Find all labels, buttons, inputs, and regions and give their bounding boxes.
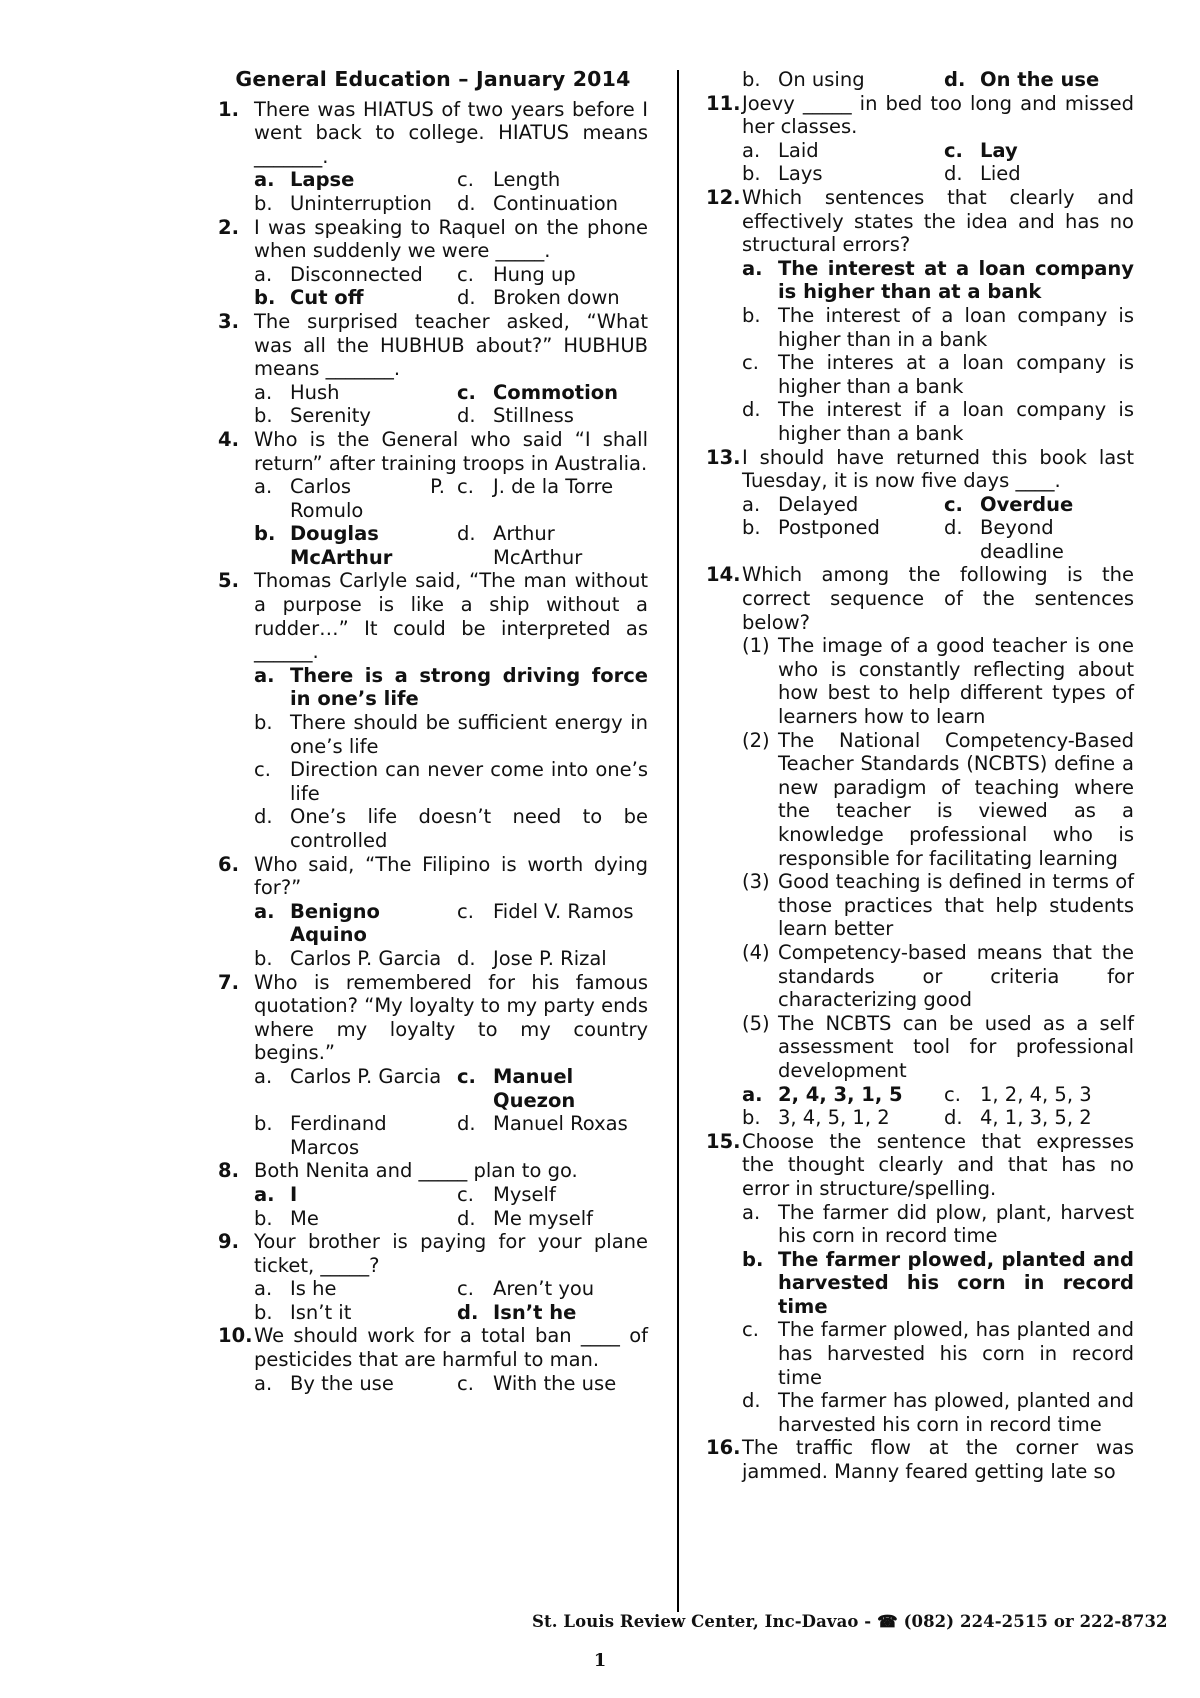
option-letter: a. xyxy=(742,138,761,162)
answer-options xyxy=(218,1277,648,1324)
option-text: Hung up xyxy=(493,262,576,286)
option-letter: (1) xyxy=(742,634,770,658)
option-text: Lapse xyxy=(290,168,355,192)
answer-option xyxy=(457,286,648,310)
question-stem xyxy=(218,1324,648,1371)
answer-option xyxy=(254,711,648,758)
option-text: The farmer plowed, planted and harvested his corn in record time xyxy=(778,1247,1134,1318)
question-text: Who is the General who said “I shall return” after training troops in Australia. xyxy=(254,427,648,475)
answer-option xyxy=(254,1372,445,1396)
option-text: The interest of a loan company is higher than in a bank xyxy=(778,303,1134,351)
answer-option xyxy=(944,139,1134,163)
option-letter: a. xyxy=(742,492,761,516)
left-question-list xyxy=(218,98,648,1396)
option-letter: d. xyxy=(254,805,273,829)
answer-option xyxy=(457,168,648,192)
question-number: 3. xyxy=(218,309,239,333)
option-letter: c. xyxy=(944,1082,961,1106)
question-text: Your brother is paying for your plane ticket, _____? xyxy=(254,1230,648,1277)
question-text: Who is remembered for his famous quotation? “My loyalty to my party ends where my loyalty to my country begins.” xyxy=(254,970,648,1065)
option-letter: a. xyxy=(254,1277,273,1301)
option-letter: b. xyxy=(742,68,761,91)
answer-options xyxy=(706,1201,1134,1437)
question-item xyxy=(218,98,648,216)
answer-option xyxy=(457,1065,648,1112)
option-text: Continuation xyxy=(493,191,618,215)
answer-option xyxy=(742,351,1134,398)
option-text: Disconnected xyxy=(290,262,423,286)
question-item xyxy=(218,853,648,971)
option-letter: d. xyxy=(944,1106,963,1130)
answer-option xyxy=(742,493,932,517)
option-text: Douglas McArthur xyxy=(290,522,393,569)
question-item xyxy=(706,563,1134,1129)
option-letter: c. xyxy=(457,899,474,923)
answer-options xyxy=(218,1183,648,1230)
option-text: Competency-based means that the standards or criteria for characterizing good xyxy=(778,940,1134,1012)
answer-options xyxy=(218,1372,648,1396)
option-text: Carlos P. Garcia xyxy=(290,946,442,970)
question-text: The traffic flow at the corner was jammed. Manny feared getting late so xyxy=(742,1436,1134,1484)
question-stem xyxy=(706,92,1134,139)
question-number: 14. xyxy=(706,563,741,587)
option-text: 3, 4, 5, 1, 2 xyxy=(778,1106,890,1130)
option-letter: b. xyxy=(742,516,761,540)
option-letter: a. xyxy=(254,899,275,923)
answer-options xyxy=(706,139,1134,186)
answer-option xyxy=(457,263,648,287)
answer-option xyxy=(254,263,445,287)
option-letter: c. xyxy=(944,492,963,516)
option-letter: (5) xyxy=(742,1011,770,1035)
option-letter: d. xyxy=(944,68,966,91)
option-letter: d. xyxy=(457,1112,476,1136)
option-letter: b. xyxy=(254,404,273,428)
option-text: Myself xyxy=(493,1182,556,1206)
answer-option xyxy=(457,522,648,569)
option-text: Lied xyxy=(980,162,1021,186)
page-number: 1 xyxy=(593,1650,607,1671)
option-letter: a. xyxy=(742,1200,761,1224)
column-divider xyxy=(677,70,679,1612)
answer-option xyxy=(742,68,932,92)
option-text: Commotion xyxy=(493,380,619,404)
option-text: Delayed xyxy=(778,492,859,516)
option-text: Postponed xyxy=(778,516,880,540)
question-text: There was HIATUS of two years before I went back to college. HIATUS means _______. xyxy=(254,97,648,168)
option-letter: a. xyxy=(254,1182,275,1206)
option-text: Length xyxy=(493,168,561,192)
option-letter: c. xyxy=(742,351,759,375)
question-item xyxy=(706,92,1134,186)
option-letter: b. xyxy=(742,162,761,186)
question-text: The surprised teacher asked, “What was all the HUBHUB about?” HUBHUB means _______. xyxy=(254,309,648,381)
option-letter: b. xyxy=(742,303,761,327)
option-letter: d. xyxy=(742,398,761,422)
right-column xyxy=(706,68,1134,1484)
option-letter: d. xyxy=(457,1206,476,1230)
answer-option xyxy=(944,162,1134,186)
question-stem xyxy=(218,971,648,1065)
answer-option xyxy=(742,1318,1134,1389)
option-letter: b. xyxy=(254,1206,273,1230)
option-text: Ferdinand Marcos xyxy=(290,1112,387,1159)
answer-options xyxy=(218,168,648,215)
answer-option xyxy=(457,1112,648,1159)
question-text: Which sentences that clearly and effectively states the idea and has no structural errors? xyxy=(742,185,1134,257)
answer-option xyxy=(254,1183,445,1207)
option-letter: b. xyxy=(742,1247,764,1271)
answer-option xyxy=(254,168,445,192)
question-item xyxy=(706,446,1134,564)
answer-options xyxy=(218,381,648,428)
option-text: Direction can never come into one’s life xyxy=(290,758,648,805)
option-letter: c. xyxy=(457,475,474,499)
answer-option xyxy=(254,1112,445,1159)
answer-option xyxy=(254,1065,445,1112)
answer-option xyxy=(742,941,1134,1012)
option-text: 2, 4, 3, 1, 5 xyxy=(778,1082,903,1106)
right-question-list xyxy=(706,92,1134,1484)
option-text: Broken down xyxy=(493,286,620,310)
answer-option xyxy=(457,381,648,405)
question-stem xyxy=(706,1436,1134,1483)
option-text: Lays xyxy=(778,162,823,186)
answer-option xyxy=(742,139,932,163)
answer-option xyxy=(254,381,445,405)
question-item xyxy=(218,216,648,310)
question-stem xyxy=(218,98,648,169)
answer-option xyxy=(254,664,648,711)
option-letter: c. xyxy=(944,138,963,162)
option-text: Aren’t you xyxy=(493,1277,595,1301)
answer-option xyxy=(742,1389,1134,1436)
answer-option xyxy=(742,1248,1134,1319)
option-text: With the use xyxy=(493,1371,617,1395)
option-text: Me myself xyxy=(493,1206,593,1230)
answer-option xyxy=(254,522,445,569)
option-text: One’s life doesn’t need to be controlled xyxy=(290,805,648,852)
answer-option xyxy=(742,1106,932,1130)
left-column xyxy=(218,68,648,1395)
option-text: The interes at a loan company is higher than a bank xyxy=(778,351,1134,398)
option-text: Is he xyxy=(290,1277,337,1301)
option-text: 1, 2, 4, 5, 3 xyxy=(980,1082,1092,1106)
option-letter: c. xyxy=(742,1318,759,1342)
option-letter: c. xyxy=(457,262,474,286)
answer-options xyxy=(706,257,1134,446)
question-stem xyxy=(218,853,648,900)
option-text: Lay xyxy=(980,138,1018,162)
question-number: 5. xyxy=(218,569,239,593)
question-item xyxy=(218,971,648,1160)
option-text: Stillness xyxy=(493,404,574,428)
answer-option xyxy=(742,162,932,186)
option-letter: d. xyxy=(457,1300,479,1324)
option-letter: d. xyxy=(457,946,476,970)
option-letter: b. xyxy=(254,1112,273,1136)
option-letter: b. xyxy=(254,711,273,735)
answer-option xyxy=(457,1277,648,1301)
option-text: The interest at a loan company is higher than at a bank xyxy=(778,256,1134,304)
question-number: 6. xyxy=(218,852,239,876)
question-item xyxy=(706,186,1134,446)
answer-option xyxy=(457,192,648,216)
option-letter: d. xyxy=(457,522,476,546)
option-text: Carlos P. Romulo xyxy=(290,475,445,522)
question-text: Joevy _____ in bed too long and missed her classes. xyxy=(742,91,1134,139)
option-text: Benigno Aquino xyxy=(290,899,380,947)
page-title: General Education – January 2014 xyxy=(235,67,631,91)
option-letter: c. xyxy=(457,1371,474,1395)
option-text: Good teaching is defined in terms of those practices that help students learn better xyxy=(778,870,1134,941)
option-text: Serenity xyxy=(290,404,371,428)
question-text: Both Nenita and _____ plan to go. xyxy=(254,1159,578,1183)
answer-option xyxy=(457,1207,648,1231)
answer-option xyxy=(742,1083,932,1107)
option-letter: c. xyxy=(457,1064,476,1088)
question-item xyxy=(218,428,648,570)
option-text: The farmer has plowed, planted and harvested his corn in record time xyxy=(778,1389,1134,1436)
question-number: 8. xyxy=(218,1159,239,1183)
answer-option xyxy=(944,68,1134,92)
option-text: The National Competency-Based Teacher Standards (NCBTS) define a new paradigm of teaching where the teacher is viewed as a knowledge professional who is responsible for facilitating learning xyxy=(778,728,1134,870)
question-item xyxy=(218,1324,648,1395)
question-text: Who said, “The Filipino is worth dying for?” xyxy=(254,852,648,900)
answer-options xyxy=(218,1065,648,1159)
question-item xyxy=(218,1159,648,1230)
option-letter: a. xyxy=(742,1082,763,1106)
question-stem xyxy=(218,428,648,475)
answer-option xyxy=(742,1201,1134,1248)
answer-option xyxy=(742,516,932,563)
question-stem xyxy=(218,310,648,381)
option-text: Laid xyxy=(778,138,819,162)
answer-options xyxy=(218,475,648,569)
answer-option xyxy=(457,404,648,428)
option-text: Manuel Roxas xyxy=(493,1112,628,1136)
option-letter: (4) xyxy=(742,940,770,964)
option-text: Overdue xyxy=(980,492,1074,516)
answer-option xyxy=(944,493,1134,517)
option-letter: d. xyxy=(944,162,963,186)
option-text: Beyond deadline xyxy=(980,516,1064,563)
answer-option xyxy=(742,257,1134,304)
answer-option xyxy=(944,1083,1134,1107)
option-text: Carlos P. Garcia xyxy=(290,1064,442,1088)
option-text: Me xyxy=(290,1206,319,1230)
option-letter: d. xyxy=(457,191,476,215)
question-text: Which among the following is the correct sequence of the sentences below? xyxy=(742,563,1134,634)
answer-option xyxy=(457,947,648,971)
answer-option xyxy=(742,870,1134,941)
option-letter: c. xyxy=(457,168,474,192)
answer-option xyxy=(457,1372,648,1396)
option-letter: c. xyxy=(457,1277,474,1301)
option-letter: d. xyxy=(457,404,476,428)
answer-options xyxy=(218,900,648,971)
question-number: 1. xyxy=(218,97,239,121)
answer-option xyxy=(944,1106,1134,1130)
option-text: I xyxy=(290,1182,298,1206)
question-number: 11. xyxy=(706,91,741,115)
answer-option xyxy=(254,192,445,216)
option-letter: a. xyxy=(254,1064,273,1088)
option-text: Uninterruption xyxy=(290,191,432,215)
option-text: There should be sufficient energy in one’s life xyxy=(290,711,648,758)
answer-option xyxy=(742,1012,1134,1083)
answer-options xyxy=(218,263,648,310)
answer-option xyxy=(944,516,1134,563)
option-letter: a. xyxy=(254,380,273,404)
question-stem xyxy=(218,1230,648,1277)
question-number: 10. xyxy=(218,1324,253,1348)
option-letter: a. xyxy=(254,262,273,286)
option-letter: (3) xyxy=(742,870,770,894)
answer-option xyxy=(254,805,648,852)
answer-option xyxy=(254,1277,445,1301)
answer-option xyxy=(254,758,648,805)
option-letter: a. xyxy=(254,1371,273,1395)
question-10-continued-options xyxy=(706,68,1134,92)
question-text: I should have returned this book last Tuesday, it is now five days ____. xyxy=(742,445,1134,493)
answer-option xyxy=(254,947,445,971)
option-text: Isn’t it xyxy=(290,1300,352,1324)
question-stem xyxy=(218,216,648,263)
option-letter: a. xyxy=(742,256,763,280)
question-item xyxy=(706,1130,1134,1437)
option-letter: d. xyxy=(457,286,476,310)
question-item xyxy=(218,1230,648,1324)
answer-option xyxy=(457,1301,648,1325)
answer-options xyxy=(218,664,648,853)
option-letter: a. xyxy=(254,663,275,687)
option-text: Manuel Quezon xyxy=(493,1064,576,1112)
option-text: On the use xyxy=(980,68,1100,91)
question-text: I was speaking to Raquel on the phone when suddenly we were _____. xyxy=(254,215,648,263)
option-text: The farmer plowed, has planted and has harvested his corn in record time xyxy=(778,1318,1134,1389)
answer-option xyxy=(254,286,445,310)
answer-option xyxy=(254,404,445,428)
question-number: 13. xyxy=(706,445,741,469)
sentence-sequence xyxy=(706,634,1134,1082)
answer-option xyxy=(457,475,648,522)
option-text: Fidel V. Ramos xyxy=(493,899,634,923)
option-letter: a. xyxy=(254,168,275,192)
question-number: 7. xyxy=(218,970,239,994)
answer-option xyxy=(457,1183,648,1207)
question-text: We should work for a total ban ____ of pesticides that are harmful to man. xyxy=(254,1324,648,1372)
option-text: The interest if a loan company is higher than a bank xyxy=(778,398,1134,445)
option-text: Isn’t he xyxy=(493,1300,577,1324)
question-number: 2. xyxy=(218,215,239,239)
option-text: Jose P. Rizal xyxy=(493,946,607,970)
option-letter: b. xyxy=(254,946,273,970)
answer-option xyxy=(457,900,648,947)
option-letter: b. xyxy=(254,522,276,546)
footer-contact: St. Louis Review Center, Inc-Davao - ☎ (082) 224-2515 or 222-8732 xyxy=(532,1612,1168,1631)
option-text: Cut off xyxy=(290,286,364,310)
question-stem xyxy=(218,1159,648,1183)
answer-option xyxy=(254,1207,445,1231)
option-text: By the use xyxy=(290,1371,394,1395)
answer-option xyxy=(742,634,1134,728)
option-letter: a. xyxy=(254,475,273,499)
answer-option xyxy=(254,475,445,522)
question-item xyxy=(706,1436,1134,1483)
question-item xyxy=(218,569,648,852)
option-text: 4, 1, 3, 5, 2 xyxy=(980,1106,1092,1130)
answer-option xyxy=(742,729,1134,871)
option-letter: b. xyxy=(254,191,273,215)
answer-options xyxy=(706,1083,1134,1130)
option-text: The NCBTS can be used as a self assessment tool for professional development xyxy=(778,1011,1134,1082)
option-letter: c. xyxy=(457,380,476,404)
question-text: Thomas Carlyle said, “The man without a purpose is like a ship without a rudder…” It could be interpreted as ______. xyxy=(254,569,648,664)
question-number: 4. xyxy=(218,427,239,451)
option-text: Arthur McArthur xyxy=(493,522,583,569)
answer-option xyxy=(254,900,445,947)
question-number: 16. xyxy=(706,1436,741,1460)
question-stem xyxy=(706,563,1134,634)
answer-options xyxy=(706,493,1134,564)
option-text: On using xyxy=(778,68,865,91)
option-text: The image of a good teacher is one who is constantly reflecting about how best to help different types of learners how to learn xyxy=(778,634,1134,729)
question-stem xyxy=(706,446,1134,493)
option-letter: c. xyxy=(457,1182,474,1206)
question-stem xyxy=(218,569,648,663)
option-letter: (2) xyxy=(742,728,770,752)
option-letter: d. xyxy=(944,516,963,540)
question-item xyxy=(218,310,648,428)
option-text: J. de la Torre xyxy=(493,475,614,499)
option-letter: d. xyxy=(742,1389,761,1413)
question-text: Choose the sentence that expresses the thought clearly and that has no error in structure/spelling. xyxy=(742,1129,1134,1200)
question-number: 12. xyxy=(706,185,741,209)
answer-option xyxy=(742,304,1134,351)
option-letter: b. xyxy=(254,1300,273,1324)
question-stem xyxy=(706,1130,1134,1201)
question-number: 15. xyxy=(706,1129,741,1153)
option-letter: b. xyxy=(742,1106,761,1130)
answer-option xyxy=(254,1301,445,1325)
option-text: The farmer did plow, plant, harvest his corn in record time xyxy=(778,1200,1134,1248)
question-number: 9. xyxy=(218,1230,239,1254)
answer-option xyxy=(742,398,1134,445)
option-text: Hush xyxy=(290,380,340,404)
option-text: There is a strong driving force in one’s life xyxy=(290,663,648,711)
question-stem xyxy=(706,186,1134,257)
option-letter: c. xyxy=(254,758,271,782)
option-letter: b. xyxy=(254,286,276,310)
